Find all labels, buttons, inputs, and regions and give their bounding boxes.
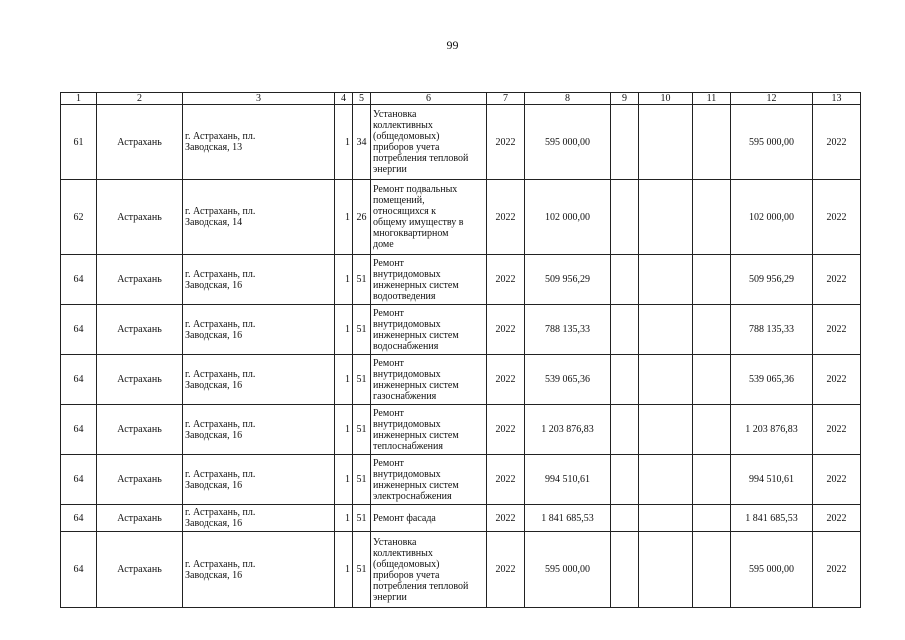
col4-cell: 1 [335, 355, 353, 405]
column-header: 9 [611, 93, 639, 105]
header-row [61, 93, 861, 105]
year-cell: 2022 [487, 255, 525, 305]
col5-cell: 34 [353, 105, 371, 180]
row-number: 64 [61, 505, 97, 532]
column-header: 3 [183, 93, 335, 105]
work-line: Ремонт [373, 407, 404, 419]
col10-cell [639, 405, 693, 455]
year-cell: 2022 [487, 532, 525, 608]
row-number: 64 [61, 305, 97, 355]
work-line: водоснабжения [373, 340, 439, 352]
work-line: Установка [373, 109, 417, 120]
total-cost-cell: 595 000,00 [731, 105, 813, 180]
work-line: Ремонт [373, 457, 404, 469]
work-line: Ремонт [373, 257, 404, 269]
city-cell: Астрахань [97, 532, 183, 608]
year-cell: 2022 [487, 105, 525, 180]
col9-cell [611, 505, 639, 532]
work-line: электроснабжения [373, 490, 452, 502]
city-cell: Астрахань [97, 505, 183, 532]
work-line: Ремонт подвальных [373, 184, 458, 195]
work-line: приборов учета [373, 569, 440, 581]
completion-year-cell: 2022 [813, 105, 861, 180]
col9-cell [611, 105, 639, 180]
work-line: общему имуществу в [373, 217, 464, 228]
work-line: инженерных систем [373, 479, 459, 491]
city-cell: Астрахань [97, 180, 183, 255]
work-line: коллективных [373, 120, 433, 131]
col11-cell [693, 105, 731, 180]
col11-cell [693, 405, 731, 455]
city-cell: Астрахань [97, 405, 183, 455]
completion-year-cell: 2022 [813, 455, 861, 505]
address-line: г. Астрахань, пл. [185, 558, 256, 570]
col10-cell [639, 532, 693, 608]
city-cell: Астрахань [97, 455, 183, 505]
row-number: 64 [61, 532, 97, 608]
address-line: г. Астрахань, пл. [185, 131, 256, 142]
cost-cell: 1 203 876,83 [525, 405, 611, 455]
completion-year-cell: 2022 [813, 405, 861, 455]
total-cost-cell: 994 510,61 [731, 455, 813, 505]
row-number: 64 [61, 455, 97, 505]
work-line: (общедомовых) [373, 131, 440, 142]
total-cost-cell: 539 065,36 [731, 355, 813, 405]
total-cost-cell: 509 956,29 [731, 255, 813, 305]
col11-cell [693, 355, 731, 405]
work-line: газоснабжения [373, 390, 437, 402]
completion-year-cell: 2022 [813, 305, 861, 355]
work-line: доме [373, 239, 394, 250]
completion-year-cell: 2022 [813, 180, 861, 255]
col10-cell [639, 355, 693, 405]
work-type-cell [371, 180, 487, 255]
col10-cell [639, 505, 693, 532]
column-header: 6 [371, 93, 487, 105]
work-type-cell [371, 355, 487, 405]
address-cell [183, 305, 335, 355]
address-line: Заводская, 16 [185, 279, 243, 291]
column-header: 12 [731, 93, 813, 105]
work-type-cell [371, 305, 487, 355]
total-cost-cell: 1 203 876,83 [731, 405, 813, 455]
row-number: 64 [61, 405, 97, 455]
address-line: Заводская, 16 [185, 479, 243, 491]
col4-cell: 1 [335, 180, 353, 255]
col9-cell [611, 180, 639, 255]
col5-cell: 51 [353, 455, 371, 505]
col10-cell [639, 305, 693, 355]
col5-cell: 26 [353, 180, 371, 255]
completion-year-cell: 2022 [813, 532, 861, 608]
col9-cell [611, 532, 639, 608]
work-line: многоквартирном [373, 228, 449, 239]
address-cell [183, 180, 335, 255]
table-row [61, 355, 861, 405]
work-line: (общедомовых) [373, 558, 440, 570]
col5-cell: 51 [353, 255, 371, 305]
table-row [61, 455, 861, 505]
col5-cell: 51 [353, 305, 371, 355]
work-line: относящихся к [373, 206, 437, 217]
city-cell: Астрахань [97, 305, 183, 355]
work-line: помещений, [373, 195, 425, 206]
work-line: Установка [373, 536, 417, 548]
work-line: Ремонт [373, 357, 404, 369]
address-cell [183, 255, 335, 305]
address-line: Заводская, 16 [185, 429, 243, 441]
work-line: внутридомовых [373, 418, 441, 430]
address-line: г. Астрахань, пл. [185, 507, 256, 518]
col5-cell: 51 [353, 405, 371, 455]
col4-cell: 1 [335, 105, 353, 180]
year-cell: 2022 [487, 505, 525, 532]
work-type-cell [371, 455, 487, 505]
work-line: приборов учета [373, 142, 440, 153]
col5-cell: 51 [353, 532, 371, 608]
cost-cell: 788 135,33 [525, 305, 611, 355]
program-table [60, 92, 861, 608]
col10-cell [639, 105, 693, 180]
row-number: 62 [61, 180, 97, 255]
col9-cell [611, 355, 639, 405]
table-row [61, 180, 861, 255]
work-line: инженерных систем [373, 429, 459, 441]
work-type-cell [371, 532, 487, 608]
work-line: коллективных [373, 547, 433, 559]
year-cell: 2022 [487, 180, 525, 255]
column-header: 13 [813, 93, 861, 105]
column-header: 8 [525, 93, 611, 105]
work-line: внутридомовых [373, 268, 441, 280]
completion-year-cell: 2022 [813, 505, 861, 532]
col4-cell: 1 [335, 305, 353, 355]
cost-cell: 1 841 685,53 [525, 505, 611, 532]
cost-cell: 539 065,36 [525, 355, 611, 405]
work-type-cell [371, 255, 487, 305]
column-header: 2 [97, 93, 183, 105]
address-line: Заводская, 16 [185, 569, 243, 581]
row-number: 64 [61, 255, 97, 305]
work-type-cell [371, 405, 487, 455]
col10-cell [639, 180, 693, 255]
table-row [61, 305, 861, 355]
row-number: 61 [61, 105, 97, 180]
table-body [61, 93, 861, 608]
table-row [61, 105, 861, 180]
col4-cell: 1 [335, 532, 353, 608]
cost-cell: 102 000,00 [525, 180, 611, 255]
col4-cell: 1 [335, 505, 353, 532]
col11-cell [693, 255, 731, 305]
address-line: г. Астрахань, пл. [185, 206, 256, 217]
col10-cell [639, 455, 693, 505]
work-line: водоотведения [373, 290, 436, 302]
work-line: потребления тепловой [373, 580, 469, 592]
year-cell: 2022 [487, 355, 525, 405]
work-line: инженерных систем [373, 329, 459, 341]
work-line: инженерных систем [373, 379, 459, 391]
table-row [61, 505, 861, 532]
cost-cell: 994 510,61 [525, 455, 611, 505]
work-line: Ремонт фасада [373, 512, 436, 524]
address-line: Заводская, 16 [185, 329, 243, 341]
col11-cell [693, 505, 731, 532]
col11-cell [693, 305, 731, 355]
cost-cell: 595 000,00 [525, 105, 611, 180]
col9-cell [611, 255, 639, 305]
city-cell: Астрахань [97, 355, 183, 405]
col11-cell [693, 532, 731, 608]
address-line: г. Астрахань, пл. [185, 468, 256, 480]
work-type-cell [371, 105, 487, 180]
address-cell [183, 532, 335, 608]
col4-cell: 1 [335, 455, 353, 505]
cost-cell: 509 956,29 [525, 255, 611, 305]
work-type-cell [371, 505, 487, 532]
column-header: 4 [335, 93, 353, 105]
col5-cell: 51 [353, 355, 371, 405]
column-header: 5 [353, 93, 371, 105]
completion-year-cell: 2022 [813, 355, 861, 405]
address-line: Заводская, 14 [185, 217, 243, 228]
year-cell: 2022 [487, 305, 525, 355]
col4-cell: 1 [335, 255, 353, 305]
address-cell [183, 505, 335, 532]
column-header: 11 [693, 93, 731, 105]
col9-cell [611, 455, 639, 505]
completion-year-cell: 2022 [813, 255, 861, 305]
column-header: 1 [61, 93, 97, 105]
year-cell: 2022 [487, 405, 525, 455]
total-cost-cell: 102 000,00 [731, 180, 813, 255]
table-row [61, 532, 861, 608]
address-line: Заводская, 16 [185, 518, 243, 529]
year-cell: 2022 [487, 455, 525, 505]
work-line: энергии [373, 591, 407, 603]
work-line: энергии [373, 164, 407, 175]
page-number: 99 [446, 38, 459, 52]
address-line: г. Астрахань, пл. [185, 268, 256, 280]
work-line: внутридомовых [373, 318, 441, 330]
work-line: инженерных систем [373, 279, 459, 291]
col11-cell [693, 180, 731, 255]
total-cost-cell: 1 841 685,53 [731, 505, 813, 532]
address-line: Заводская, 13 [185, 142, 243, 153]
table-row [61, 405, 861, 455]
work-line: потребления тепловой [373, 153, 469, 164]
work-line: внутридомовых [373, 368, 441, 380]
address-line: г. Астрахань, пл. [185, 418, 256, 430]
city-cell: Астрахань [97, 255, 183, 305]
cost-cell: 595 000,00 [525, 532, 611, 608]
work-line: теплоснабжения [373, 440, 443, 452]
row-number: 64 [61, 355, 97, 405]
col9-cell [611, 305, 639, 355]
address-cell [183, 355, 335, 405]
table-row [61, 255, 861, 305]
address-line: г. Астрахань, пл. [185, 368, 256, 380]
col4-cell: 1 [335, 405, 353, 455]
col9-cell [611, 405, 639, 455]
col5-cell: 51 [353, 505, 371, 532]
column-header: 10 [639, 93, 693, 105]
address-cell [183, 105, 335, 180]
work-line: внутридомовых [373, 468, 441, 480]
work-line: Ремонт [373, 307, 404, 319]
total-cost-cell: 595 000,00 [731, 532, 813, 608]
address-line: г. Астрахань, пл. [185, 318, 256, 330]
column-header: 7 [487, 93, 525, 105]
address-line: Заводская, 16 [185, 379, 243, 391]
address-cell [183, 455, 335, 505]
col10-cell [639, 255, 693, 305]
col11-cell [693, 455, 731, 505]
city-cell: Астрахань [97, 105, 183, 180]
address-cell [183, 405, 335, 455]
total-cost-cell: 788 135,33 [731, 305, 813, 355]
